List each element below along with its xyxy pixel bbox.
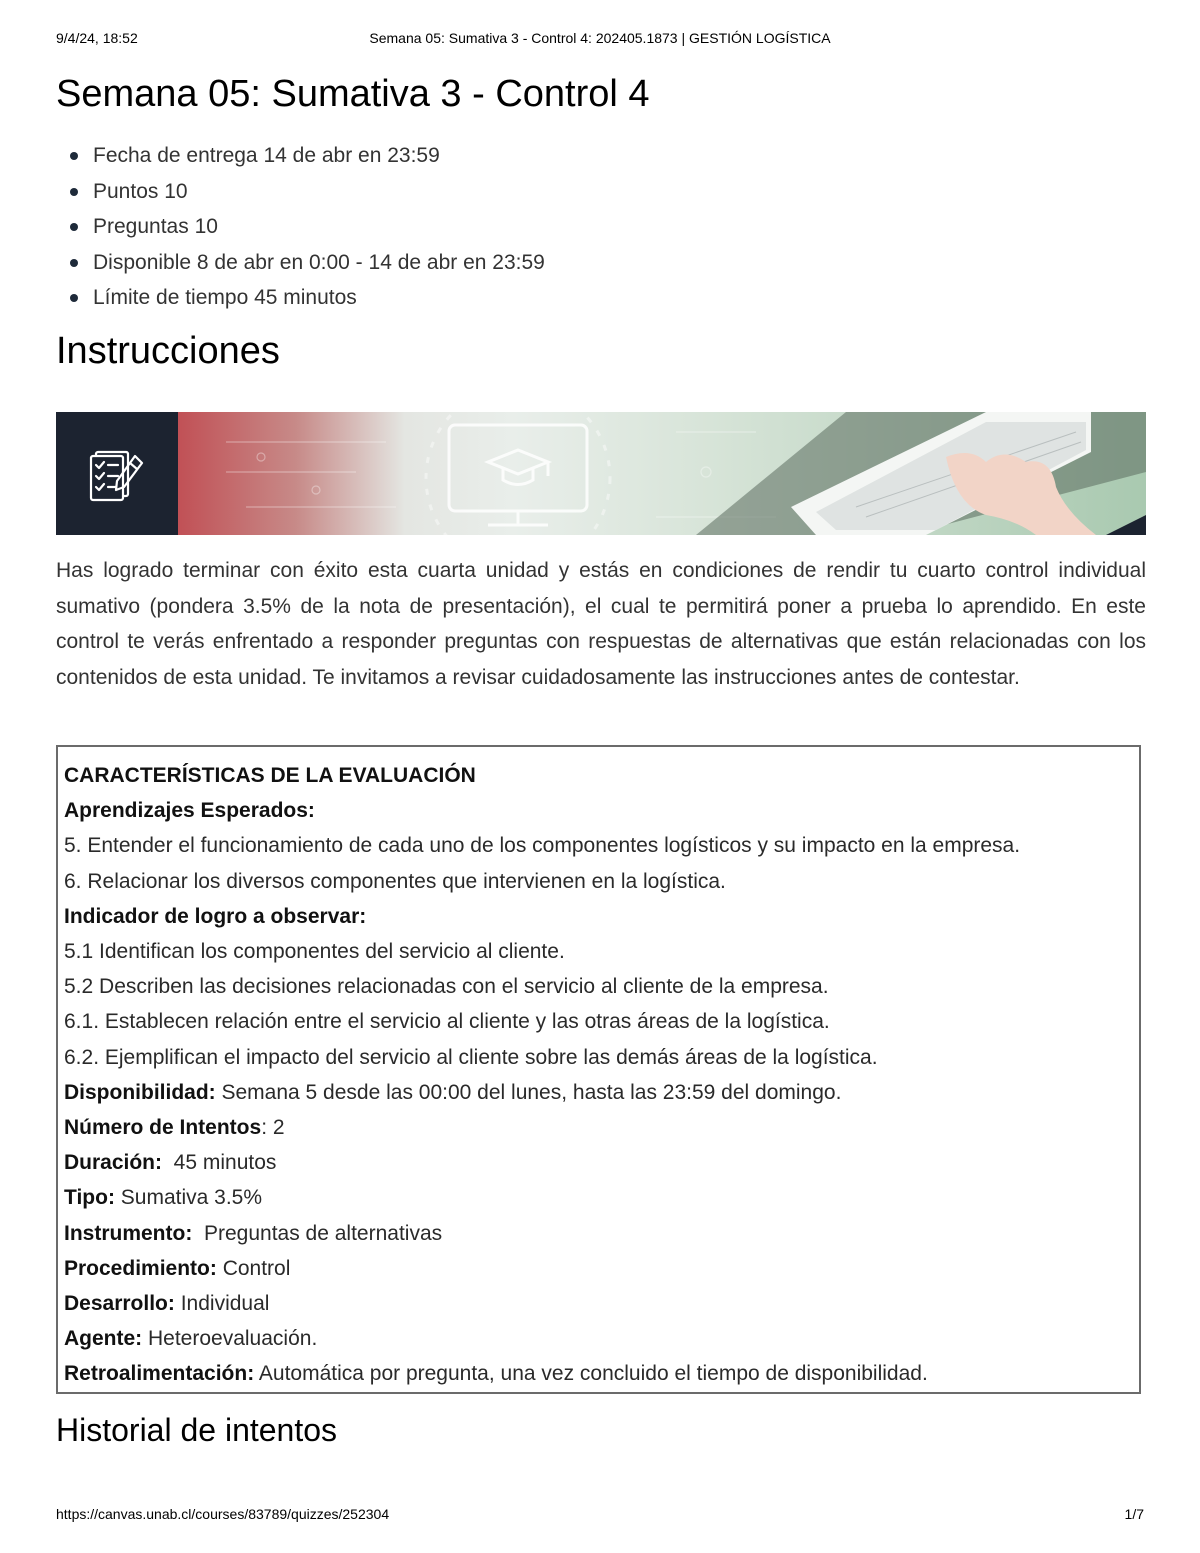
duration-row: Duración: 45 minutos <box>64 1151 277 1175</box>
detail-points: Puntos 10 <box>56 174 545 210</box>
procedure-row: Procedimiento: Control <box>64 1256 291 1280</box>
evaluation-characteristics-box <box>56 745 1141 1394</box>
evaluation-heading: CARACTERÍSTICAS DE LA EVALUACIÓN <box>64 764 476 787</box>
quiz-details-list <box>56 138 545 316</box>
availability-row: Disponibilidad: Semana 5 desde las 00:00 del lunes, hasta las 23:59 del domingo. <box>64 1080 842 1104</box>
indicator-item: 6.1. Establecen relación entre el servicio al cliente y las otras áreas de la logística. <box>64 1010 830 1034</box>
detail-available: Disponible 8 de abr en 0:00 - 14 de abr en 23:59 <box>56 245 545 281</box>
bullet-icon <box>70 294 78 302</box>
learning-item: 5. Entender el funcionamiento de cada uno de los componentes logísticos y su impacto en la empresa. <box>64 834 1021 858</box>
instrument-row: Instrumento: Preguntas de alternativas <box>64 1221 443 1245</box>
print-date: 9/4/24, 18:52 <box>56 30 138 46</box>
banner-artwork <box>56 412 1146 535</box>
detail-due-date: Fecha de entrega 14 de abr en 23:59 <box>56 138 545 174</box>
bullet-icon <box>70 223 78 231</box>
indicator-item: 5.1 Identifican los componentes del servicio al cliente. <box>64 940 565 964</box>
detail-questions: Preguntas 10 <box>56 209 545 245</box>
indicator-item: 6.2. Ejemplifican el impacto del servicio al cliente sobre las demás áreas de la logística. <box>64 1045 878 1069</box>
print-title: Semana 05: Sumativa 3 - Control 4: 202405.1873 | GESTIÓN LOGÍSTICA <box>369 30 831 46</box>
page-title: Semana 05: Sumativa 3 - Control 4 <box>56 73 650 115</box>
page-url[interactable]: https://canvas.unab.cl/courses/83789/quizzes/252304 <box>56 1506 390 1522</box>
agent-row: Agente: Heteroevaluación. <box>64 1327 318 1351</box>
print-footer <box>56 1506 1144 1526</box>
indicator-label: Indicador de logro a observar: <box>64 904 367 928</box>
print-header <box>56 30 1144 50</box>
type-row: Tipo: Sumativa 3.5% <box>64 1186 263 1210</box>
indicator-item: 5.2 Describen las decisiones relacionadas con el servicio al cliente de la empresa. <box>64 975 829 999</box>
learning-label: Aprendizajes Esperados: <box>64 799 315 823</box>
development-row: Desarrollo: Individual <box>64 1292 270 1316</box>
intro-paragraph: Has logrado terminar con éxito esta cuarta unidad y estás en condiciones de rendir tu cuarto control individual sumativo (pondera 3.5% de la nota de presentación), el cual te permitirá poner a prueba lo aprendido. En este control te verás enfrentado a responder preguntas con respuestas de alternativas que están relacionadas con los contenidos de esta unidad. Te invitamos a revisar cuidadosamente las instrucciones antes de contestar. <box>56 559 1146 689</box>
instructions-heading: Instrucciones <box>56 330 280 372</box>
bullet-icon <box>70 259 78 267</box>
instructions-banner <box>56 412 1146 535</box>
page-number: 1/7 <box>1124 1506 1144 1522</box>
feedback-row: Retroalimentación: Automática por pregunta, una vez concluido el tiempo de disponibilidad. <box>64 1362 928 1386</box>
bullet-icon <box>70 152 78 160</box>
detail-time-limit: Límite de tiempo 45 minutos <box>56 280 545 316</box>
learning-item: 6. Relacionar los diversos componentes que intervienen en la logística. <box>64 869 726 893</box>
bullet-icon <box>70 188 78 196</box>
attempts-row: Número de Intentos: 2 <box>64 1116 285 1140</box>
attempt-history-heading: Historial de intentos <box>56 1412 338 1448</box>
